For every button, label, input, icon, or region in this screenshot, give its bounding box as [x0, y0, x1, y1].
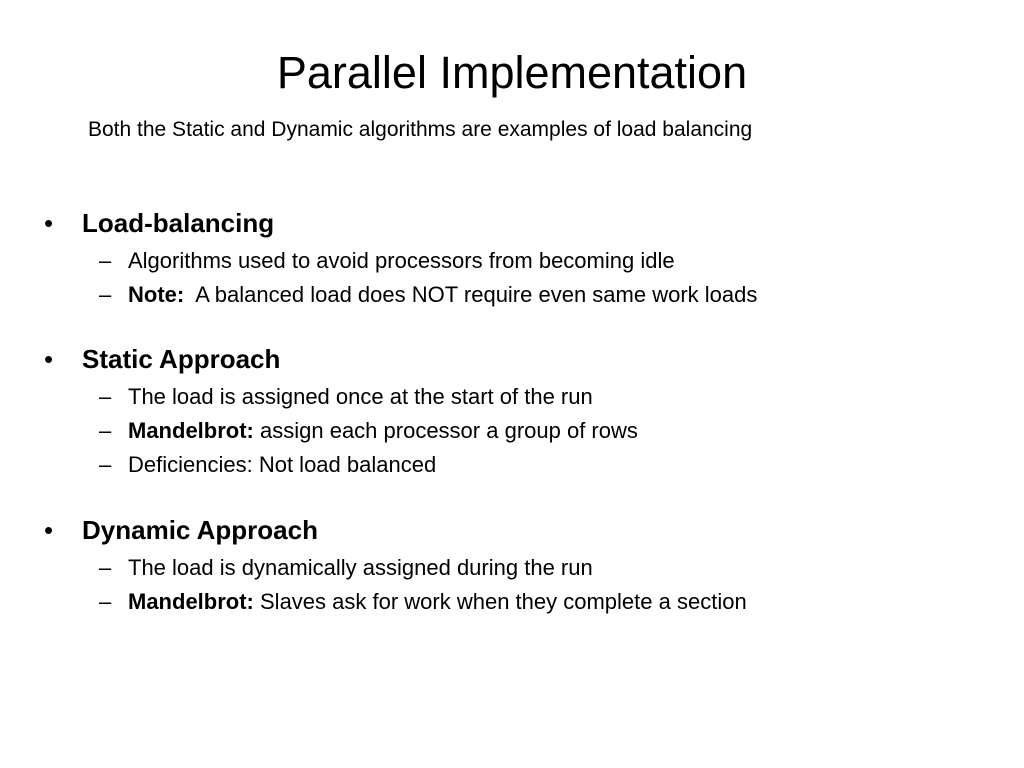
sub-item-text: The load is assigned once at the start of the run — [128, 384, 593, 409]
slide-title: Parallel Implementation — [276, 47, 748, 98]
slide-subtitle: Both the Static and Dynamic algorithms are examples of load balancing — [88, 118, 753, 141]
sub-item-lead: Note: — [128, 282, 185, 307]
bullet-icon: • — [44, 515, 54, 545]
section-heading — [44, 205, 274, 241]
sub-item-lead: Mandelbrot: — [128, 418, 254, 443]
section-heading-label: Static Approach — [82, 344, 281, 374]
sub-item — [99, 380, 593, 414]
sub-item-text: The load is dynamically assigned during the run — [128, 555, 593, 580]
sub-item — [99, 448, 436, 482]
section-heading-label: Load-balancing — [82, 208, 275, 238]
sub-item — [99, 244, 675, 278]
sub-item — [99, 414, 638, 448]
sub-item-text: A balanced load does NOT require even same work loads — [184, 282, 758, 307]
dash-icon: – — [99, 555, 112, 580]
dash-icon: – — [99, 589, 112, 614]
sub-item-text: Deficiencies: Not load balanced — [128, 452, 437, 477]
sub-item — [99, 278, 757, 312]
dash-icon: – — [99, 282, 112, 307]
dash-icon: – — [99, 452, 112, 477]
section-heading — [44, 341, 280, 377]
bullet-icon: • — [44, 344, 54, 374]
sub-item-text: Algorithms used to avoid processors from becoming idle — [128, 248, 675, 273]
sub-item-lead: Mandelbrot: — [128, 589, 254, 614]
sub-item — [99, 551, 593, 585]
sub-item-text: assign each processor a group of rows — [253, 418, 638, 443]
section-heading-label: Dynamic Approach — [82, 515, 318, 545]
section-heading — [44, 512, 318, 548]
bullet-icon: • — [44, 208, 54, 238]
dash-icon: – — [99, 384, 112, 409]
dash-icon: – — [99, 248, 112, 273]
dash-icon: – — [99, 418, 112, 443]
sub-item-text: Slaves ask for work when they complete a section — [253, 589, 747, 614]
sub-item — [99, 585, 747, 619]
